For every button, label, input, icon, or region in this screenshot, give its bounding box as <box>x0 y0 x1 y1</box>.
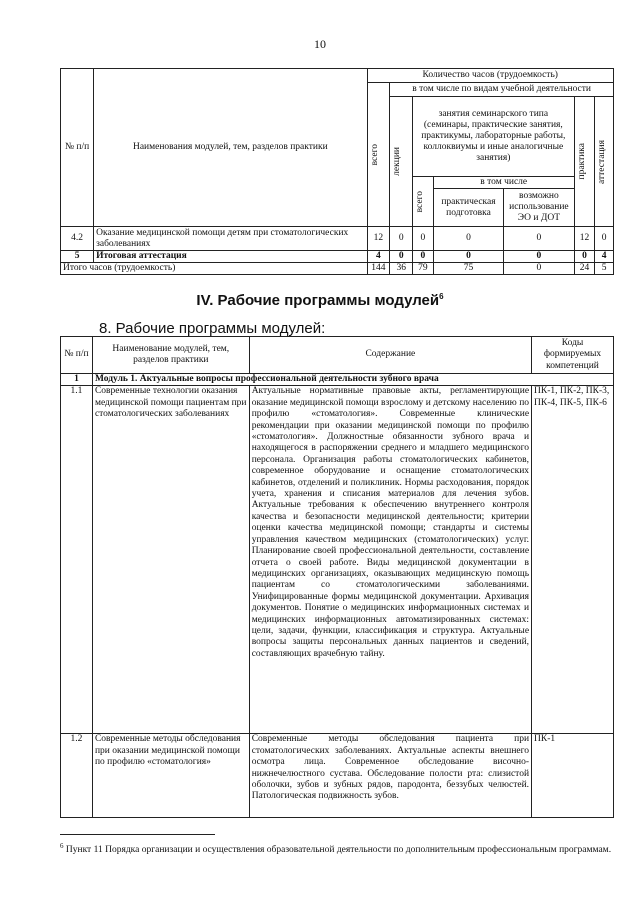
row-att: 0 <box>595 227 614 251</box>
module-no: 1 <box>61 374 93 386</box>
total-pp: 75 <box>433 263 503 275</box>
row-name: Оказание медицинской помощи детям при стоматологических заболеваниях <box>94 227 367 251</box>
total-label: Итого часов (трудоемкость) <box>61 263 368 275</box>
sem-total-header-text: всего <box>415 190 426 213</box>
practical-prep-header: практическая подготовка <box>433 189 503 227</box>
hours-header: Количество часов (трудоемкость) <box>367 69 613 83</box>
table-row <box>61 227 614 251</box>
modules-table <box>60 336 614 818</box>
hours-table <box>60 68 614 275</box>
row-no: 5 <box>61 251 94 263</box>
row-no: 4.2 <box>61 227 94 251</box>
practice-header <box>574 97 595 227</box>
sem-total-header <box>413 177 434 227</box>
row-lect: 0 <box>390 251 413 263</box>
lectures-header <box>390 97 413 227</box>
footnote-ref: 6 <box>439 292 444 301</box>
table-row <box>61 734 614 818</box>
eo-dot-header: возможно использование ЭО и ДОТ <box>504 189 574 227</box>
row-content: Современные методы обследования пациента при стоматологических заболеваниях. Актуальные аспекты внешнего осмотра лица. Современное обследование височно-нижнечелюстного сустава. Обследование полости рта: слизистой оболочки, зубов и зубных рядов, пародонта, беззубых челюстей. Патологическая подвижность зубов. <box>249 734 531 818</box>
row-att: 4 <box>595 251 614 263</box>
row-total: 12 <box>367 227 390 251</box>
row-codes: ПК-1 <box>532 734 614 818</box>
total-header <box>367 83 390 227</box>
by-type-header: в том числе по видам учебной деятельности <box>390 83 614 97</box>
col-no-header: № п/п <box>61 69 94 227</box>
total-sem: 79 <box>413 263 434 275</box>
attestation-header <box>595 97 614 227</box>
attestation-header-text: аттестация <box>597 139 608 184</box>
footnote-separator <box>60 834 215 835</box>
row-eo: 0 <box>504 227 574 251</box>
table-row <box>61 251 614 263</box>
col-content-header: Содержание <box>249 337 531 374</box>
total-total: 144 <box>367 263 390 275</box>
row-total: 4 <box>367 251 390 263</box>
module-title: Модуль 1. Актуальные вопросы профессиональной деятельности зубного врача <box>92 374 613 386</box>
row-no: 1.1 <box>61 386 93 734</box>
total-header-text: всего <box>369 143 380 166</box>
row-no: 1.2 <box>61 734 93 818</box>
row-sem: 0 <box>413 251 434 263</box>
total-att: 5 <box>595 263 614 275</box>
page-number: 10 <box>314 37 326 51</box>
row-name: Современные технологии оказания медицинской помощи пациентам при стоматологических заболеваниях <box>92 386 249 734</box>
row-lect: 0 <box>390 227 413 251</box>
section-heading <box>0 292 640 309</box>
row-prac: 0 <box>574 251 595 263</box>
row-name: Современные методы обследования при оказании медицинской помощи по профилю «стоматология» <box>92 734 249 818</box>
footnote-mark: 6 <box>60 842 64 850</box>
table-row <box>61 386 614 734</box>
subheading: 8. Рабочие программы модулей: <box>99 320 326 337</box>
seminar-header: занятия семинарского типа (семинары, практические занятия, практикумы, лабораторные работы, коллоквиумы и иные аналогичные занятия) <box>413 97 575 177</box>
row-pp: 0 <box>433 227 503 251</box>
lectures-header-text: лекции <box>392 147 403 176</box>
col-codes-header: Коды формируемых компетенций <box>532 337 614 374</box>
module-row <box>61 374 614 386</box>
row-codes: ПК-1, ПК-2, ПК-3, ПК-4, ПК-5, ПК-6 <box>532 386 614 734</box>
col-name-header: Наименования модулей, тем, разделов практики <box>94 69 367 227</box>
row-name: Итоговая аттестация <box>94 251 367 263</box>
row-eo: 0 <box>504 251 574 263</box>
col-no-header: № п/п <box>61 337 93 374</box>
including-header: в том числе <box>433 177 574 189</box>
total-row <box>61 263 614 275</box>
row-pp: 0 <box>433 251 503 263</box>
footnote <box>60 840 614 856</box>
total-eo: 0 <box>504 263 574 275</box>
col-name-header: Наименование модулей, тем, разделов практики <box>92 337 249 374</box>
section-heading-text: IV. Рабочие программы модулей <box>196 292 440 309</box>
total-lect: 36 <box>390 263 413 275</box>
total-prac: 24 <box>574 263 595 275</box>
row-prac: 12 <box>574 227 595 251</box>
row-content: Актуальные нормативные правовые акты, регламентирующие оказание медицинской помощи взрослому и детскому населению по профилю «стоматология». Современные клинические рекомендации при оказании медицинской помощи по профилю «стоматология». Должностные обязанности зубного врача и находящегося в распоряжении среднего и младшего медицинского персонала. Организация работы стоматологических кабинетов, современное оборудование и оснащение стоматологических кабинетов, отделений и поликлиник. Нормы расходования, порядок учета, хранения и списания материалов для лечения зубов. Актуальные требования к обеспечению внутреннего контроля качества и безопасности медицинской деятельности; критерии оценки качества медицинской помощи; стандарты и системы управления качеством медицинских (стоматологических) услуг. Планирование своей профессиональной деятельности, составление отчета о своей работе. Виды медицинской документации в медицинских организациях, оказывающих медицинскую помощь пациентам со стоматологическими заболеваниями. Унифицированные формы медицинской документации. Архивация документов. Понятие о медицинских информационных системах и медицинских информационных автоматизированных системах: цели, задачи, функции, классификация и структура. Актуальные вопросы защиты персональных данных пациентов и сведений, составляющих врачебную тайну. <box>249 386 531 734</box>
footnote-text: Пункт 11 Порядка организации и осуществления образовательной деятельности по дополнительным профессиональным программам. <box>65 845 612 856</box>
practice-header-text: практика <box>576 143 587 180</box>
row-sem: 0 <box>413 227 434 251</box>
